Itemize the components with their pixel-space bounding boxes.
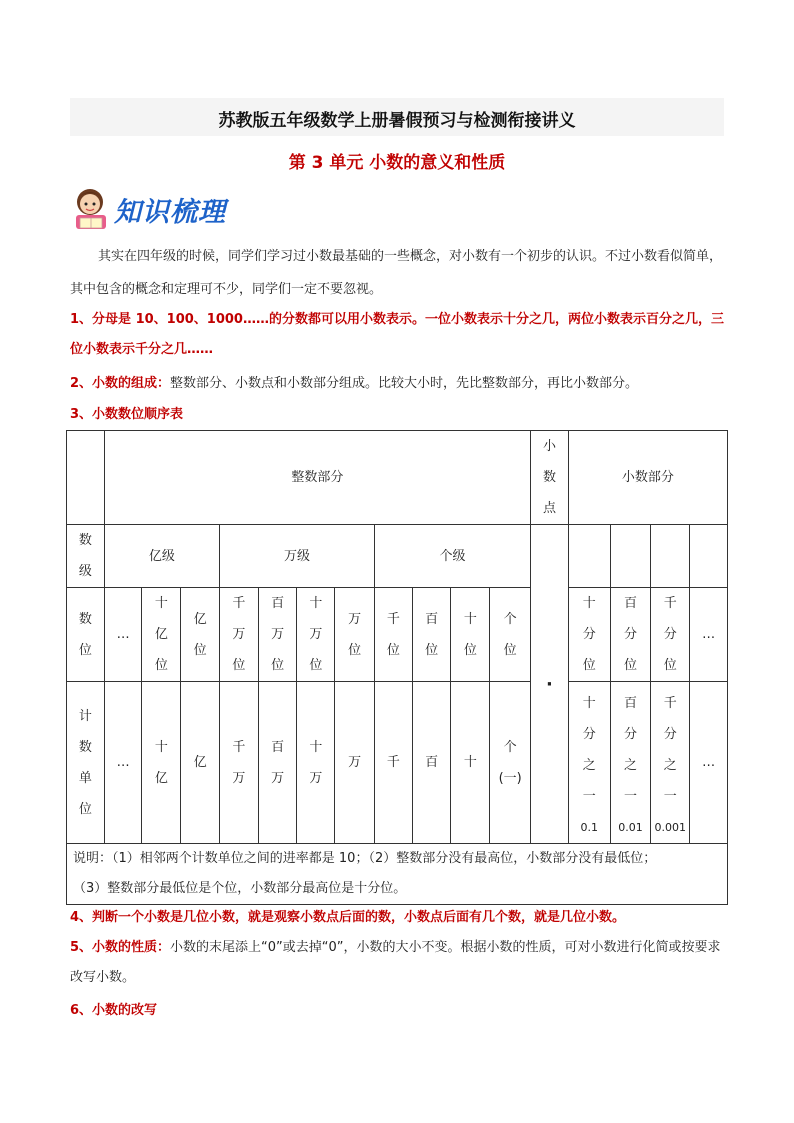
decimal-place-cell: 十分位 (568, 588, 610, 682)
decimal-unit-cell (610, 682, 651, 844)
unit-cell: 亿 (181, 682, 220, 844)
point-2-text: 整数部分、小数点和小数部分组成。比较大小时，先比整数部分，再比小数部分。 (170, 376, 639, 391)
decimal-part-header: 小数部分 (568, 431, 727, 525)
unit-cell: 千 (374, 682, 412, 844)
decimal-place-cell: … (690, 588, 728, 682)
point-2-label: 2、小数的组成： (70, 376, 171, 391)
place-cell: 万位 (335, 588, 375, 682)
point-5-text: 小数的末尾添上“0”或去掉“0”，小数的大小不变。根据小数的性质，可对小数进行化简或按要求改写小数。 (70, 940, 721, 985)
row-label-unit: 计数单位 (67, 682, 105, 844)
level-wan: 万级 (219, 525, 374, 588)
level-ge: 个级 (374, 525, 530, 588)
decimal-unit-cell (568, 682, 610, 844)
integer-part-header: 整数部分 (104, 431, 530, 525)
place-cell: 百位 (412, 588, 451, 682)
decimal-unit-value: 0.1 (580, 821, 598, 834)
level-yi: 亿级 (104, 525, 219, 588)
level-decimal-2 (610, 525, 651, 588)
decimal-place-value-table (66, 430, 728, 905)
decimal-unit-label: 十分之一 (582, 696, 596, 804)
decimal-point-header: 小数点 (531, 431, 569, 525)
place-cell: 十万位 (297, 588, 335, 682)
decimal-place-cell: 千分位 (651, 588, 690, 682)
place-cell: … (104, 588, 142, 682)
decimal-place-cell: 百分位 (610, 588, 651, 682)
place-cell: 亿位 (181, 588, 220, 682)
section-banner: 知识梳理 (114, 197, 226, 228)
level-decimal-3 (651, 525, 690, 588)
unit-cell: 十亿 (142, 682, 181, 844)
point-2 (70, 367, 726, 400)
place-cell: 个位 (490, 588, 531, 682)
point-6: 6、小数的改写 (70, 1003, 158, 1018)
point-5-label: 5、小数的性质： (70, 940, 171, 955)
row-label-place: 数位 (67, 588, 105, 682)
decimal-unit-cell: … (690, 682, 728, 844)
unit-ones-note: (一) (498, 770, 522, 786)
place-cell: 千万位 (219, 588, 258, 682)
unit-cell: 十万 (297, 682, 335, 844)
table-note-line-2: （3）整数部分最低位是个位，小数部分最高位是十分位。 (73, 881, 407, 896)
decimal-unit-label: 千分之一 (663, 696, 677, 804)
table-note (67, 844, 728, 905)
place-cell: 十位 (451, 588, 490, 682)
place-cell: 百万位 (258, 588, 297, 682)
unit-cell: 百 (412, 682, 451, 844)
level-decimal-1 (568, 525, 610, 588)
decimal-point-dot: · (531, 525, 569, 844)
corner-cell (67, 431, 105, 525)
point-4: 4、判断一个小数是几位小数，就是观察小数点后面的数，小数点后面有几个数，就是几位小数。 (70, 910, 626, 925)
place-cell: 十亿位 (142, 588, 181, 682)
unit-subtitle: 第 3 单元 小数的意义和性质 (288, 153, 506, 173)
unit-cell-ones (490, 682, 531, 844)
decimal-unit-label: 百分之一 (624, 696, 638, 804)
row-label-level: 数级 (67, 525, 105, 588)
unit-cell: 百万 (258, 682, 297, 844)
unit-cell: 千万 (219, 682, 258, 844)
page-title: 苏教版五年级数学上册暑假预习与检测衔接讲义 (218, 111, 576, 131)
intro-paragraph: 其实在四年级的时候，同学们学习过小数最基础的一些概念，对小数有一个初步的认识。不过小数看似简单，其中包含的概念和定理可不少，同学们一定不要忽视。 (70, 249, 723, 297)
unit-cell: 万 (335, 682, 375, 844)
decimal-unit-cell (651, 682, 690, 844)
point-3: 3、小数数位顺序表 (70, 407, 184, 422)
unit-cell: 十 (451, 682, 490, 844)
decimal-unit-value: 0.001 (654, 821, 687, 834)
point-5 (70, 933, 726, 993)
table-note-line-1: 说明：（1）相邻两个计数单位之间的进率都是 10；（2）整数部分没有最高位，小数部分没有最低位； (73, 851, 657, 866)
point-1: 1、分母是 10、100、1000……的分数都可以用小数表示。一位小数表示十分之几，两位小数表示百分之几，三位小数表示千分之几…… (70, 312, 724, 357)
place-cell: 千位 (374, 588, 412, 682)
level-decimal-4 (690, 525, 728, 588)
unit-cell: … (104, 682, 142, 844)
decimal-unit-value: 0.01 (618, 821, 643, 834)
unit-ones-label: 个 (503, 739, 517, 755)
